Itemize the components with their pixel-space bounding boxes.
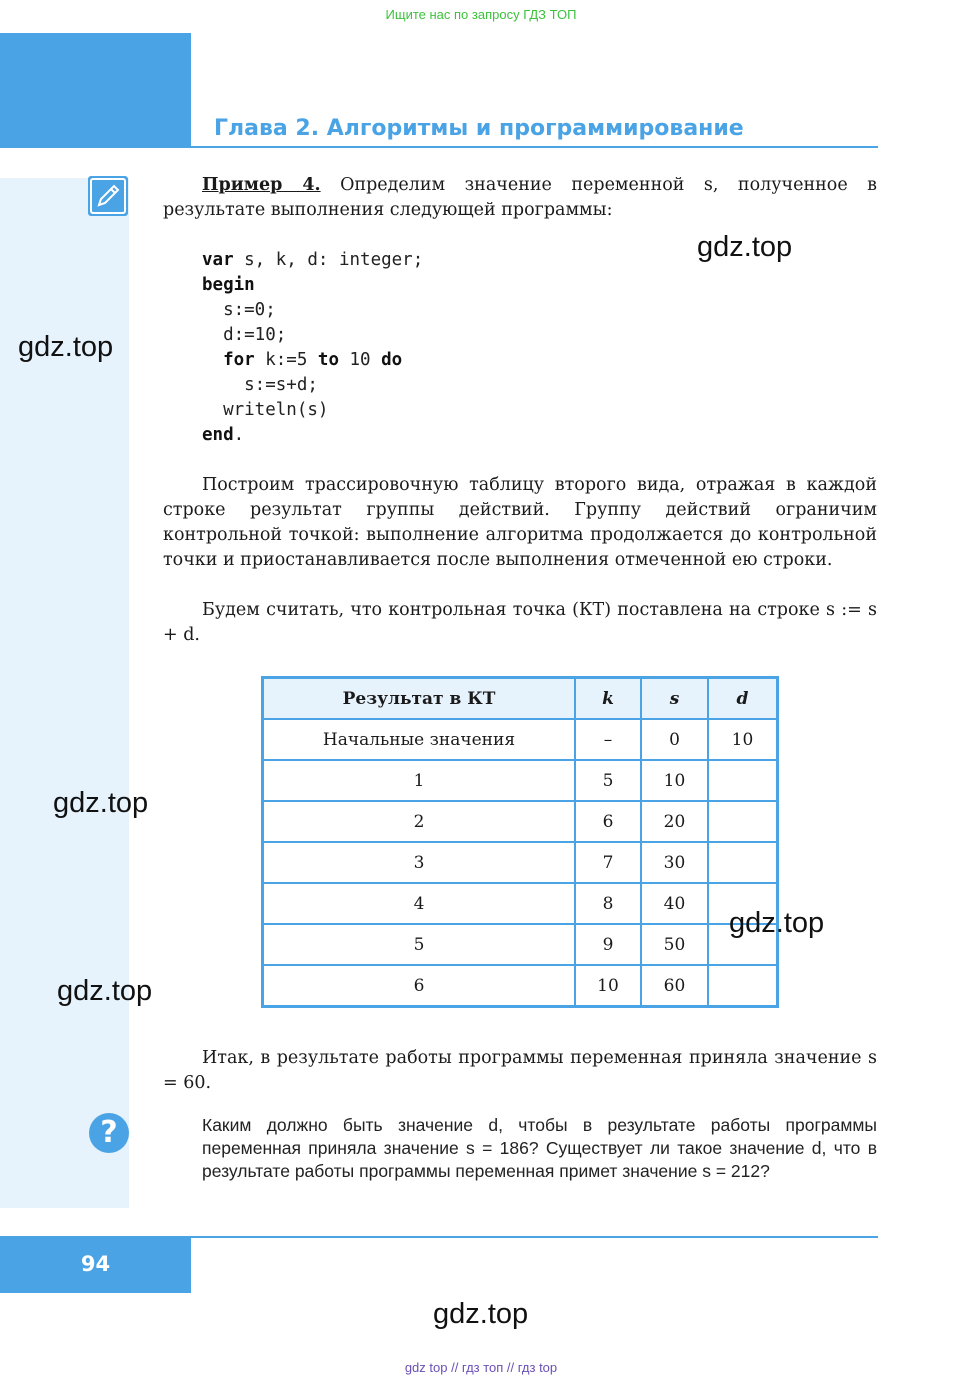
table-row	[263, 924, 778, 965]
header-result: Результат в КТ	[263, 678, 576, 720]
table-cell: 9	[575, 924, 641, 965]
code-text: s:=s+d;	[202, 375, 318, 395]
table-cell: 8	[575, 883, 641, 924]
code-line	[202, 348, 423, 373]
watermark: gdz.top	[729, 907, 825, 939]
question-text: Каким должно быть значение d, чтобы в результате работы программы переменная приняла значение s = 186? Существует ли такое значение d, что в результате работы программы переменная примет значение s = 212?	[202, 1115, 877, 1181]
code-keyword: begin	[202, 275, 255, 295]
table-cell: 3	[263, 842, 576, 883]
footer-rule	[191, 1236, 878, 1238]
bottom-note: gdz top // гдз топ // гдз top	[404, 1360, 558, 1375]
code-text: writeln(s)	[202, 400, 329, 420]
table-cell: –	[575, 719, 641, 760]
watermark: gdz.top	[57, 975, 153, 1007]
table-cell: 1	[263, 760, 576, 801]
table-cell: 5	[263, 924, 576, 965]
table-row	[263, 801, 778, 842]
code-block	[202, 248, 423, 448]
table-cell: Начальные значения	[263, 719, 576, 760]
table-cell	[708, 801, 778, 842]
table-cell: 60	[641, 965, 708, 1007]
table-cell: 0	[641, 719, 708, 760]
code-line	[202, 423, 423, 448]
table-cell	[708, 842, 778, 883]
watermark: gdz.top	[18, 331, 114, 363]
chapter-title: Глава 2. Алгоритмы и программирование	[214, 116, 744, 141]
table-cell: 30	[641, 842, 708, 883]
code-text: d:=10;	[202, 325, 287, 345]
table-row	[263, 760, 778, 801]
question-mark-icon: ?	[89, 1113, 129, 1153]
header-rule	[191, 146, 878, 148]
code-line	[202, 398, 423, 423]
example-text: Определим значение переменной s, полученное в результате выполнения следующей программы:	[163, 175, 877, 220]
header-s: s	[641, 678, 708, 720]
pencil-icon	[88, 176, 128, 216]
table-row	[263, 883, 778, 924]
table-cell: 50	[641, 924, 708, 965]
paragraph-trace-explanation: Построим трассировочную таблицу второго вида, отражая в каждой строке результат группы действий. Группу действий ограничим контрольной точкой: выполнение алгоритма продолжается до контрольной точки и приостанавливается после выполнения отмеченной ею строки.	[163, 475, 877, 570]
code-line	[202, 273, 423, 298]
table-header-row	[263, 678, 778, 720]
header-bar	[0, 33, 191, 148]
code-keyword: do	[381, 350, 403, 370]
code-keyword: var	[202, 250, 234, 270]
code-keyword: end	[202, 425, 234, 445]
table-cell: 6	[575, 801, 641, 842]
table-cell: 10	[708, 719, 778, 760]
conclusion: Итак, в результате работы программы переменная приняла значение s = 60.	[163, 1048, 877, 1093]
code-keyword: to	[317, 350, 339, 370]
header-d: d	[708, 678, 778, 720]
table-cell: 20	[641, 801, 708, 842]
table-cell: 10	[641, 760, 708, 801]
table-cell: 6	[263, 965, 576, 1007]
trace-table	[261, 676, 779, 1008]
code-text: 10	[338, 350, 382, 370]
code-text: s:=0;	[202, 300, 276, 320]
table-cell: 2	[263, 801, 576, 842]
table-cell: 40	[641, 883, 708, 924]
code-line	[202, 323, 423, 348]
page-number: 94	[0, 1236, 191, 1293]
table-row	[263, 719, 778, 760]
top-note: Ищите нас по запросу ГДЗ ТОП	[385, 7, 577, 22]
example-label: Пример 4.	[202, 175, 321, 195]
table-cell	[708, 965, 778, 1007]
code-line	[202, 298, 423, 323]
table-row	[263, 842, 778, 883]
watermark: gdz.top	[433, 1298, 529, 1330]
example-intro	[163, 173, 877, 223]
table-cell: 4	[263, 883, 576, 924]
header-k: k	[575, 678, 641, 720]
code-text: k:=5	[254, 350, 318, 370]
table-row	[263, 965, 778, 1007]
code-keyword: for	[202, 350, 255, 370]
code-text: .	[233, 425, 245, 445]
table-cell: 5	[575, 760, 641, 801]
code-text: s, k, d: integer;	[233, 250, 424, 270]
paragraph-checkpoint: Будем считать, что контрольная точка (КТ) поставлена на строке s := s + d.	[163, 600, 877, 645]
code-line	[202, 248, 423, 273]
code-line	[202, 373, 423, 398]
watermark: gdz.top	[53, 787, 149, 819]
watermark: gdz.top	[697, 231, 793, 263]
table-cell: 10	[575, 965, 641, 1007]
table-cell	[708, 760, 778, 801]
table-cell: 7	[575, 842, 641, 883]
